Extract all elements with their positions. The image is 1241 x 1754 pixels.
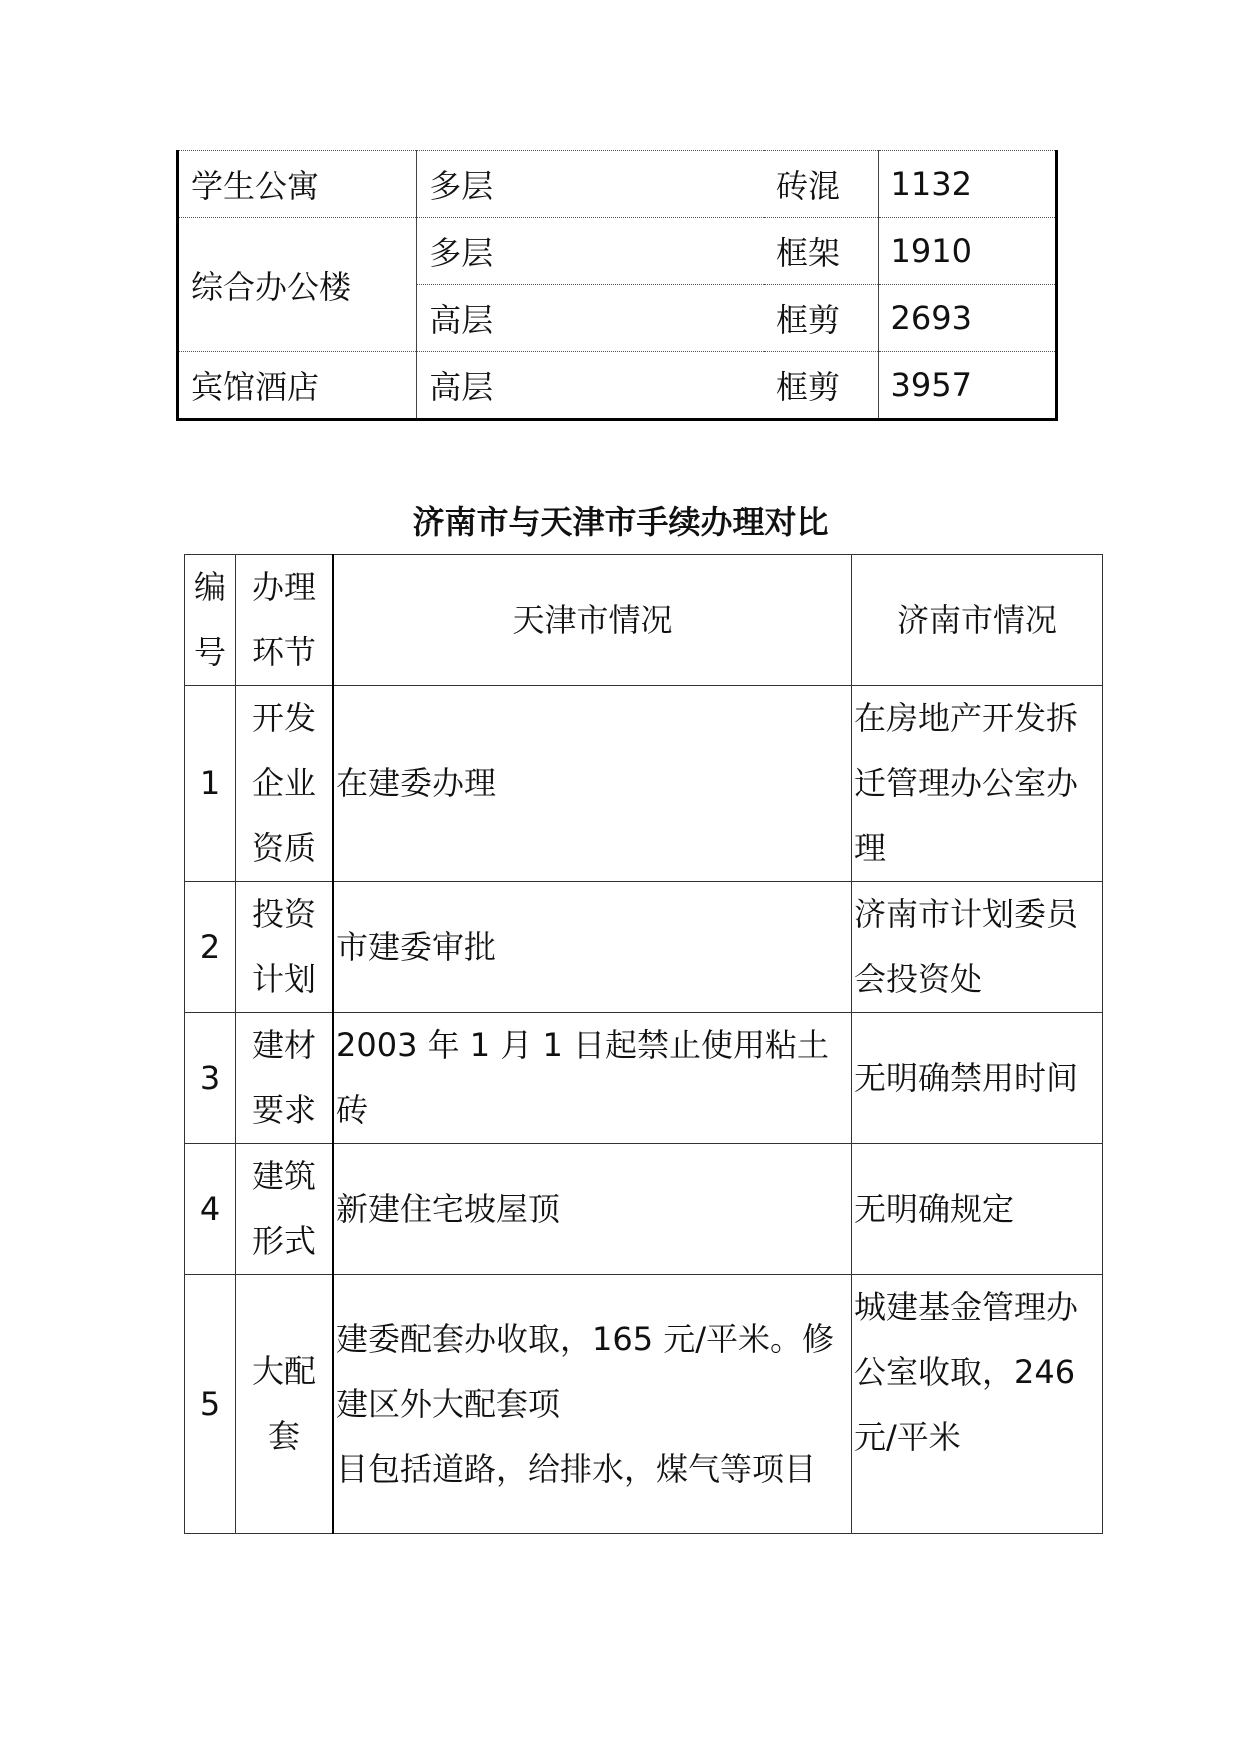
header-step-label: 办理环节	[251, 568, 316, 671]
floors-cell: 多层	[417, 218, 764, 285]
row-jinan: 无明确禁用时间	[852, 1013, 1103, 1144]
table-row	[185, 1275, 1103, 1534]
row-number: 5	[185, 1275, 236, 1534]
row-number: 1	[185, 686, 236, 882]
row-tianjin: 2003 年 1 月 1 日起禁止使用粘土砖	[333, 1013, 852, 1144]
row-step	[236, 882, 334, 1013]
floors-cell: 多层	[417, 151, 764, 218]
row-jinan: 济南市计划委员会投资处	[852, 882, 1103, 1013]
structure-cell: 框架	[764, 218, 878, 285]
header-step	[236, 555, 334, 686]
building-type-cell: 宾馆酒店	[178, 352, 417, 420]
cost-cell: 1132	[878, 151, 1056, 218]
header-number-label: 编号	[193, 568, 226, 671]
table-row	[185, 1144, 1103, 1275]
floors-cell: 高层	[417, 285, 764, 352]
row-tianjin-line2: 目包括道路，给排水，煤气等项目	[336, 1449, 817, 1488]
row-tianjin-line1: 建委配套办收取，165 元/平米。修建区外大配套项	[336, 1319, 835, 1423]
row-tianjin: 市建委审批	[333, 882, 852, 1013]
cost-cell: 2693	[878, 285, 1056, 352]
structure-cell: 框剪	[764, 352, 878, 420]
header-row	[185, 555, 1103, 686]
row-step-label: 大配套	[251, 1352, 316, 1455]
structure-cell: 框剪	[764, 285, 878, 352]
row-step	[236, 686, 334, 882]
row-step-label: 建筑形式	[251, 1157, 316, 1260]
row-tianjin: 新建住宅坡屋顶	[333, 1144, 852, 1275]
header-number	[185, 555, 236, 686]
floors-cell: 高层	[417, 352, 764, 420]
row-step-label: 投资计划	[251, 895, 316, 998]
row-jinan: 城建基金管理办公室收取，246 元/平米	[852, 1275, 1103, 1534]
table-row	[185, 882, 1103, 1013]
row-step	[236, 1275, 334, 1534]
header-tianjin: 天津市情况	[333, 555, 852, 686]
comparison-title: 济南市与天津市手续办理对比	[412, 503, 829, 541]
table-row	[185, 1013, 1103, 1144]
row-number: 2	[185, 882, 236, 1013]
row-step-label: 建材要求	[251, 1026, 316, 1129]
cost-table	[176, 150, 1058, 421]
row-step	[236, 1013, 334, 1144]
table-row	[185, 686, 1103, 882]
row-tianjin	[333, 1275, 852, 1534]
building-type-cell: 学生公寓	[178, 151, 417, 218]
comparison-table	[184, 554, 1103, 1534]
row-number: 3	[185, 1013, 236, 1144]
row-jinan: 无明确规定	[852, 1144, 1103, 1275]
row-step	[236, 1144, 334, 1275]
table-row	[178, 352, 1057, 420]
row-step-label: 开发企业资质	[251, 699, 316, 867]
row-jinan: 在房地产开发拆迁管理办公室办理	[852, 686, 1103, 882]
row-number: 4	[185, 1144, 236, 1275]
cost-cell: 1910	[878, 218, 1056, 285]
header-jinan: 济南市情况	[852, 555, 1103, 686]
structure-cell: 砖混	[764, 151, 878, 218]
building-type-cell: 综合办公楼	[178, 218, 417, 352]
table-row	[178, 218, 1057, 285]
row-tianjin: 在建委办理	[333, 686, 852, 882]
cost-cell: 3957	[878, 352, 1056, 420]
table-row	[178, 151, 1057, 218]
